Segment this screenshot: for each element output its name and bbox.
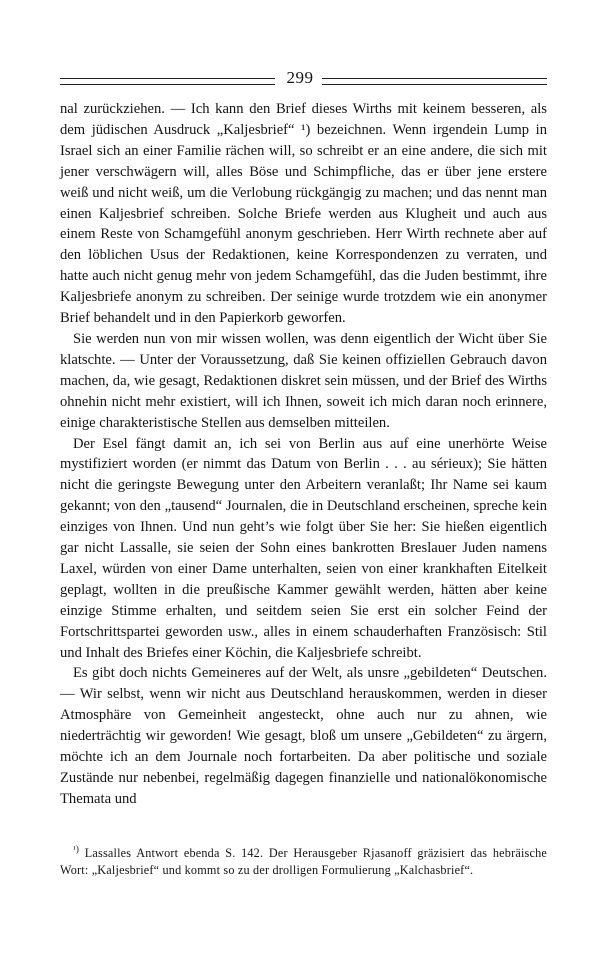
paragraph-4: Es gibt doch nichts Gemeineres auf der Welt, als unsre „gebildeten“ Deutschen. — Wir selbst, wenn wir nicht aus Deutschland herauskommen, werden in dieser Atmosphäre von Gemeinheit angesteckt, ohne auch nur zu ahnen, wie niederträchtig wir geworden! Wie gesagt, bloß um unsere „Gebildeten“ zu ärgern, möchte ich an dem Journale noch fortarbeiten. Da aber politische und soziale Zustände nur nebenbei, regelmäßig dagegen finanzielle und nationalökonomische Themata und [60, 665, 547, 807]
footnote-marker: ¹) [73, 843, 80, 854]
paragraph-2: Sie werden nun von mir wissen wollen, was denn eigentlich der Wicht über Sie klatschte. — Unter der Voraussetzung, daß Sie keinen offiziellen Gebrauch davon machen, da, wie gesagt, Redaktionen diskret sein müssen, und der Brief des Wirths ohnehin nicht mehr existiert, will ich Ihnen, soweit ich mich daran noch erinnere, einige charakteristische Stellen aus demselben mitteilen. [60, 330, 547, 431]
paragraph-3: Der Esel fängt damit an, ich sei von Berlin aus auf eine unerhörte Weise mystifiziert worden (er nimmt das Datum von Berlin . . . au sérieux); Sie hätten nicht die geringste Bewegung unter den Arbeitern veranlaßt; Ihr Name sei kaum gekannt; von den „tausend“ Journalen, die in Deutschland erscheinen, spreche kein einziges von Ihnen. Und nun geht’s wie folgt über Sie her: Sie hießen eigentlich gar nicht Lassalle, sie seien der Sohn eines bankrotten Breslauer Juden namens Laxel, würden von einer Dame unterhalten, seien von einer krankhaften Eitelkeit geplagt, wollten in die preußische Kammer gewählt werden, hätten aber keine einzige Stimme erhalten, und seitdem seien Sie erst ein solcher Feind der Fortschrittspartei geworden usw., alles in einem schauderhaften Französisch: Stil und Inhalt des Briefes einer Köchin, die Kaljesbriefe schreibt. [60, 435, 547, 661]
header-rule-left [60, 78, 275, 85]
page-number: 299 [286, 68, 314, 87]
running-header [60, 70, 547, 92]
footnote-text: Lassalles Antwort ebenda S. 142. Der Herausgeber Rjasanoff gräzisiert das hebräische Wort: „Kaljesbrief“ und kommt so zu der drolligen Formulierung „Kalchasbrief“. [60, 846, 547, 877]
header-rule-right [322, 78, 547, 85]
paragraph-1: nal zurückziehen. — Ich kann den Brief dieses Wirths mit keinem besseren, als dem jüdischen Ausdruck „Kaljesbrief“ ¹) bezeichnen. Wenn irgendein Lump in Israel sich an einer Familie rächen will, so schreibt er an eine andere, die sich mit jener verschwägern will, alles Böse und Schimpfliche, das er über jene erstere weiß und nicht weiß, um die Verlobung rückgängig zu machen; und das nennt man einen Kaljesbrief schreiben. Solche Briefe werden aus Klugheit und auch aus einem Reste von Schamgefühl anonym geschrieben. Herr Wirth rechnete aber auf den löblichen Usus der Redaktionen, keine Korrespondenzen zu verraten, und hatte auch nicht genug mehr von jedem Schamgefühl, das die Juden bestimmt, ihre Kaljesbriefe anonym zu schreiben. Der seinige wurde trotzdem wie ein anonymer Brief behandelt und in den Papierkorb geworfen. [60, 101, 547, 327]
body-text [60, 99, 547, 810]
footnote [60, 845, 547, 878]
